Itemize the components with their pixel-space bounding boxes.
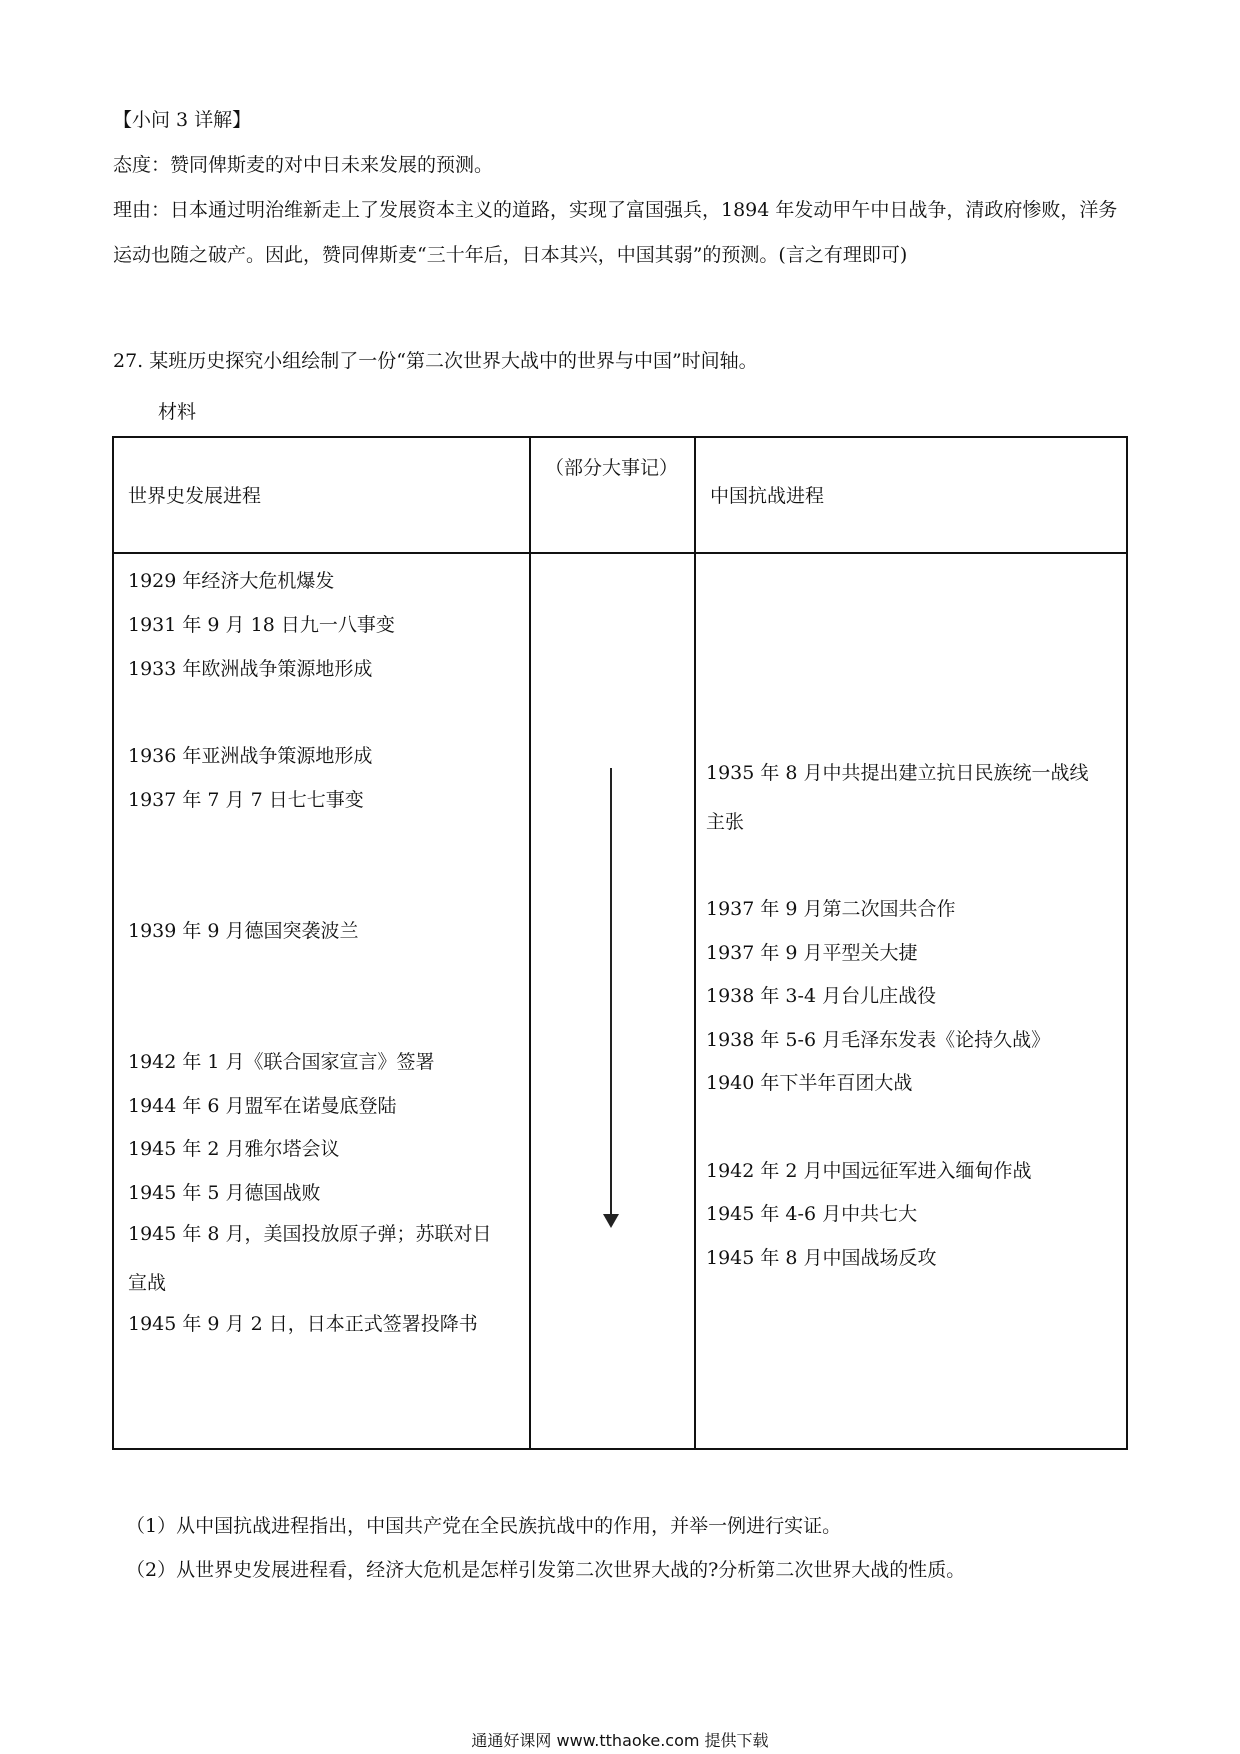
world-event: 1933 年欧洲战争策源地形成 — [128, 658, 373, 680]
timeline-table — [112, 436, 1128, 1450]
china-events-cell — [694, 552, 1128, 1450]
china-event: 1935 年 8 月中共提出建立抗日民族统一战线主张 — [706, 762, 1089, 833]
footer-watermark: 通通好课网 www.tthaoke.com 提供下载 — [471, 1731, 769, 1750]
world-event: 1931 年 9 月 18 日九一八事变 — [128, 614, 395, 636]
header-world: 世界史发展进程 — [128, 485, 262, 507]
header-middle-cell — [529, 436, 696, 554]
world-event: 1944 年 6 月盟军在诺曼底登陆 — [128, 1095, 397, 1117]
arrow-head-icon — [603, 1214, 619, 1228]
world-event: 1942 年 1 月《联合国家宣言》签署 — [128, 1051, 435, 1073]
reason-paragraph: 理由：日本通过明治维新走上了发展资本主义的道路，实现了富国强兵，1894 年发动甲午中日战争，清政府惨败，洋务运动也随之破产。因此，赞同俾斯麦“三十年后，日本其兴，中国其弱”的预测。(言之有理即可) — [113, 199, 1118, 266]
sub-question-2: （2）从世界史发展进程看，经济大危机是怎样引发第二次世界大战的?分析第二次世界大战的性质。 — [126, 1559, 966, 1581]
arrow-shaft — [610, 768, 612, 1216]
header-china-cell — [694, 436, 1128, 554]
header-middle: （部分大事记） — [545, 457, 679, 479]
world-event: 1945 年 5 月德国战败 — [128, 1182, 321, 1204]
section-heading: 【小问 3 详解】 — [113, 109, 252, 131]
world-events-cell — [112, 552, 531, 1450]
china-event: 1940 年下半年百团大战 — [706, 1072, 913, 1094]
world-event: 1945 年 9 月 2 日，日本正式签署投降书 — [128, 1313, 478, 1335]
world-event: 1945 年 8 月，美国投放原子弹；苏联对日宣战 — [128, 1223, 492, 1294]
china-event: 1937 年 9 月平型关大捷 — [706, 942, 918, 964]
china-event: 1938 年 3-4 月台儿庄战役 — [706, 985, 937, 1007]
question-27: 27. 某班历史探究小组绘制了一份“第二次世界大战中的世界与中国”时间轴。 — [113, 350, 758, 372]
china-event: 1938 年 5-6 月毛泽东发表《论持久战》 — [706, 1029, 1051, 1051]
world-event: 1945 年 2 月雅尔塔会议 — [128, 1138, 340, 1160]
attitude-paragraph: 态度：赞同俾斯麦的对中日未来发展的预测。 — [113, 154, 494, 176]
sub-question-1: （1）从中国抗战进程指出，中国共产党在全民族抗战中的作用，并举一例进行实证。 — [126, 1515, 842, 1537]
world-event: 1929 年经济大危机爆发 — [128, 570, 335, 592]
china-event: 1945 年 8 月中国战场反攻 — [706, 1247, 937, 1269]
world-event: 1936 年亚洲战争策源地形成 — [128, 745, 373, 767]
material-label: 材料 — [158, 401, 197, 423]
world-event: 1937 年 7 月 7 日七七事变 — [128, 789, 364, 811]
china-event: 1937 年 9 月第二次国共合作 — [706, 898, 956, 920]
timeline-arrow-cell — [529, 552, 696, 1450]
header-china: 中国抗战进程 — [710, 485, 825, 507]
china-event: 1945 年 4-6 月中共七大 — [706, 1203, 918, 1225]
timeline-arrow — [609, 768, 613, 1230]
world-event: 1939 年 9 月德国突袭波兰 — [128, 920, 359, 942]
china-event: 1942 年 2 月中国远征军进入缅甸作战 — [706, 1160, 1032, 1182]
header-world-cell — [112, 436, 531, 554]
